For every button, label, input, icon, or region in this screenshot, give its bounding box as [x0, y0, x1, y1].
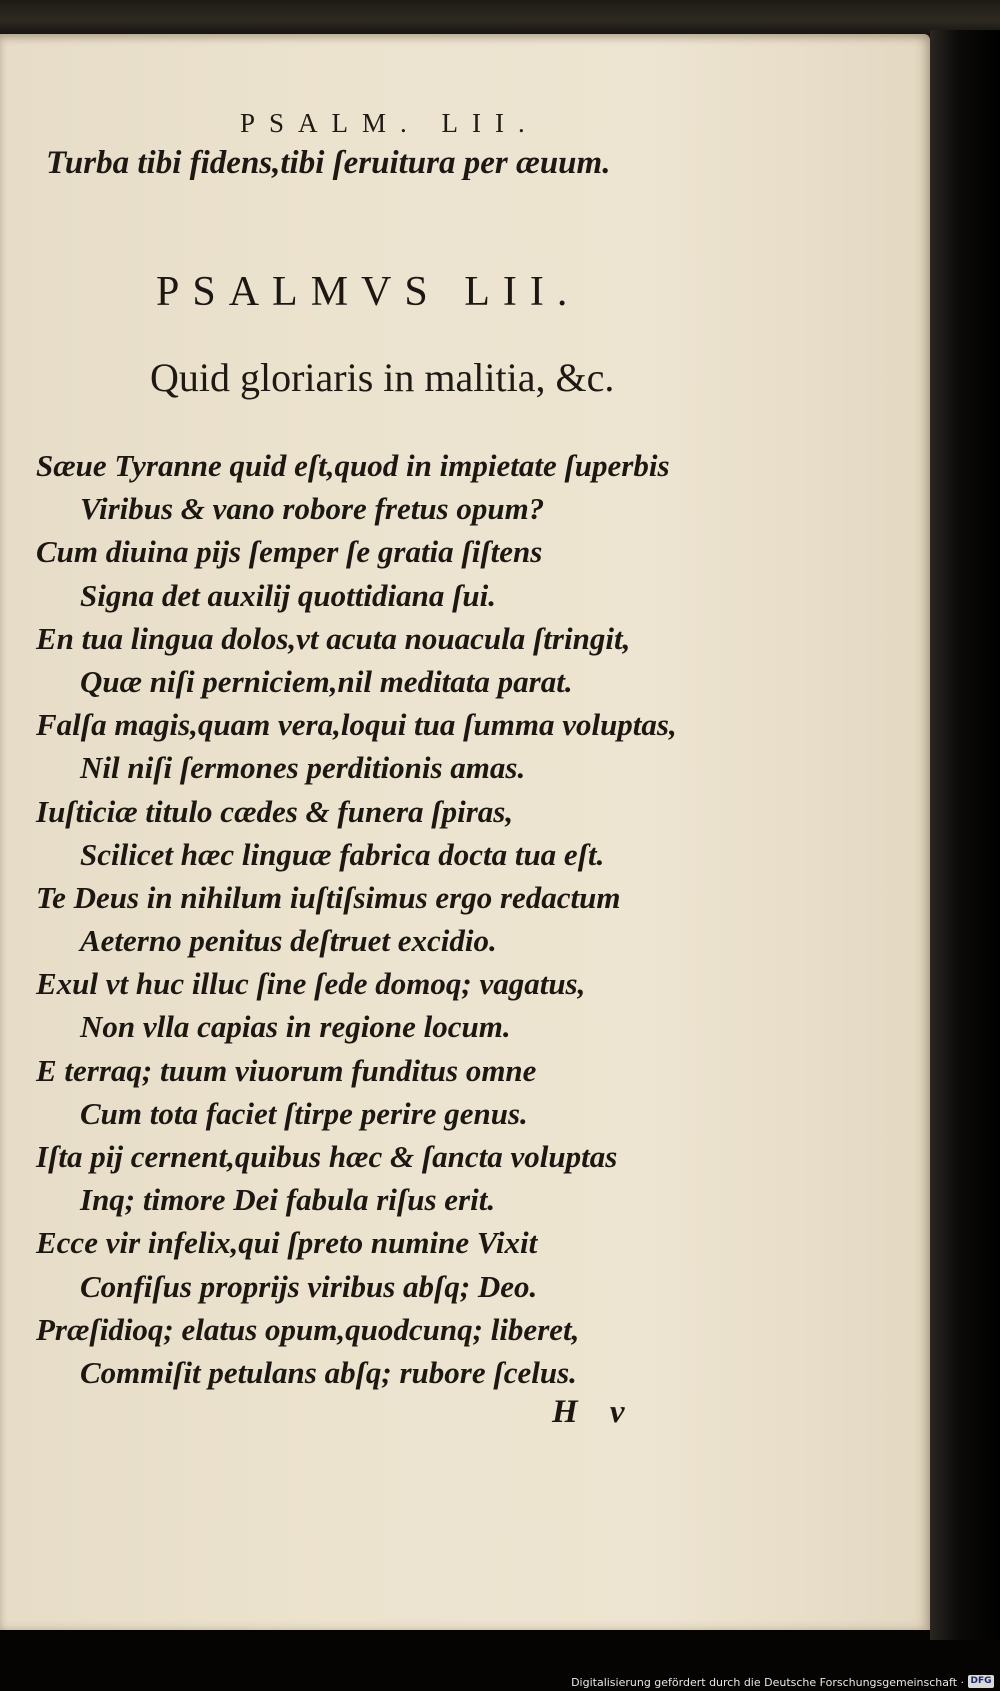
digitization-credit: Digitalisierung gefördert durch die Deutsche Forschungsgemeinschaft ·	[571, 1676, 964, 1689]
verse-line: Præſidioq; elatus opum,quodcunq; liberet,	[36, 1311, 580, 1347]
verse-line: Commiſit petulans abſq; rubore ſcelus.	[80, 1354, 577, 1390]
verse-line: Signa det auxilij quottidiana ſui.	[80, 577, 497, 613]
carry-over-verse: Turba tibi fidens,tibi ſeruitura per æuum.	[46, 145, 611, 181]
verse-line: Ecce vir infelix,qui ſpreto numine Vixit	[36, 1225, 538, 1261]
verse-line: Falſa magis,quam vera,loqui tua ſumma voluptas,	[36, 707, 677, 743]
psalm-title: PSALMVS LII.	[156, 269, 581, 315]
verse-line: Cum diuina pijs ſemper ſe gratia ſiſtens	[36, 534, 543, 570]
verse-line: Sæue Tyranne quid eſt,quod in impietate ſuperbis	[36, 448, 670, 483]
verse-line: Quæ niſi perniciem,nil meditata parat.	[80, 663, 573, 699]
book-top-edge	[0, 0, 1000, 36]
verse-line: En tua lingua dolos,vt acuta nouacula ſtringit,	[36, 620, 631, 656]
verse-line: Viribus & vano robore fretus opum?	[80, 491, 545, 527]
verse-line: Confiſus proprijs viribus abſq; Deo.	[80, 1268, 538, 1304]
verse-line: Aeterno penitus deſtruet excidio.	[80, 923, 497, 959]
verse-list	[36, 444, 916, 1394]
verse-line: Te Deus in nihilum iuſtiſsimus ergo redactum	[36, 879, 621, 915]
dfg-logo: DFG	[968, 1675, 994, 1688]
verse-line: Iſta pij cernent,quibus hæc & ſancta voluptas	[36, 1139, 618, 1174]
verse-line: E terraq; tuum viuorum funditus omne	[36, 1052, 537, 1088]
verse-line: Nil niſi ſermones perditionis amas.	[80, 750, 526, 786]
verse-line: Cum tota faciet ſtirpe perire genus.	[80, 1095, 528, 1131]
signature-mark: H v	[552, 1394, 637, 1430]
verse-line: Iuſticiæ titulo cædes & funera ſpiras,	[36, 793, 514, 829]
running-head: PSALM. LII.	[240, 108, 539, 138]
verse-line: Scilicet hæc linguæ fabrica docta tua eſt.	[80, 836, 605, 872]
verse-line: Exul vt huc illuc ſine ſede domoq; vagatus,	[36, 966, 586, 1002]
psalm-incipit: Quid gloriaris in malitia, &c.	[150, 355, 615, 400]
verse-line: Inq; timore Dei fabula riſus erit.	[80, 1182, 496, 1218]
book-gutter-shadow	[930, 30, 1000, 1640]
verse-line: Non vlla capias in regione locum.	[80, 1009, 511, 1045]
